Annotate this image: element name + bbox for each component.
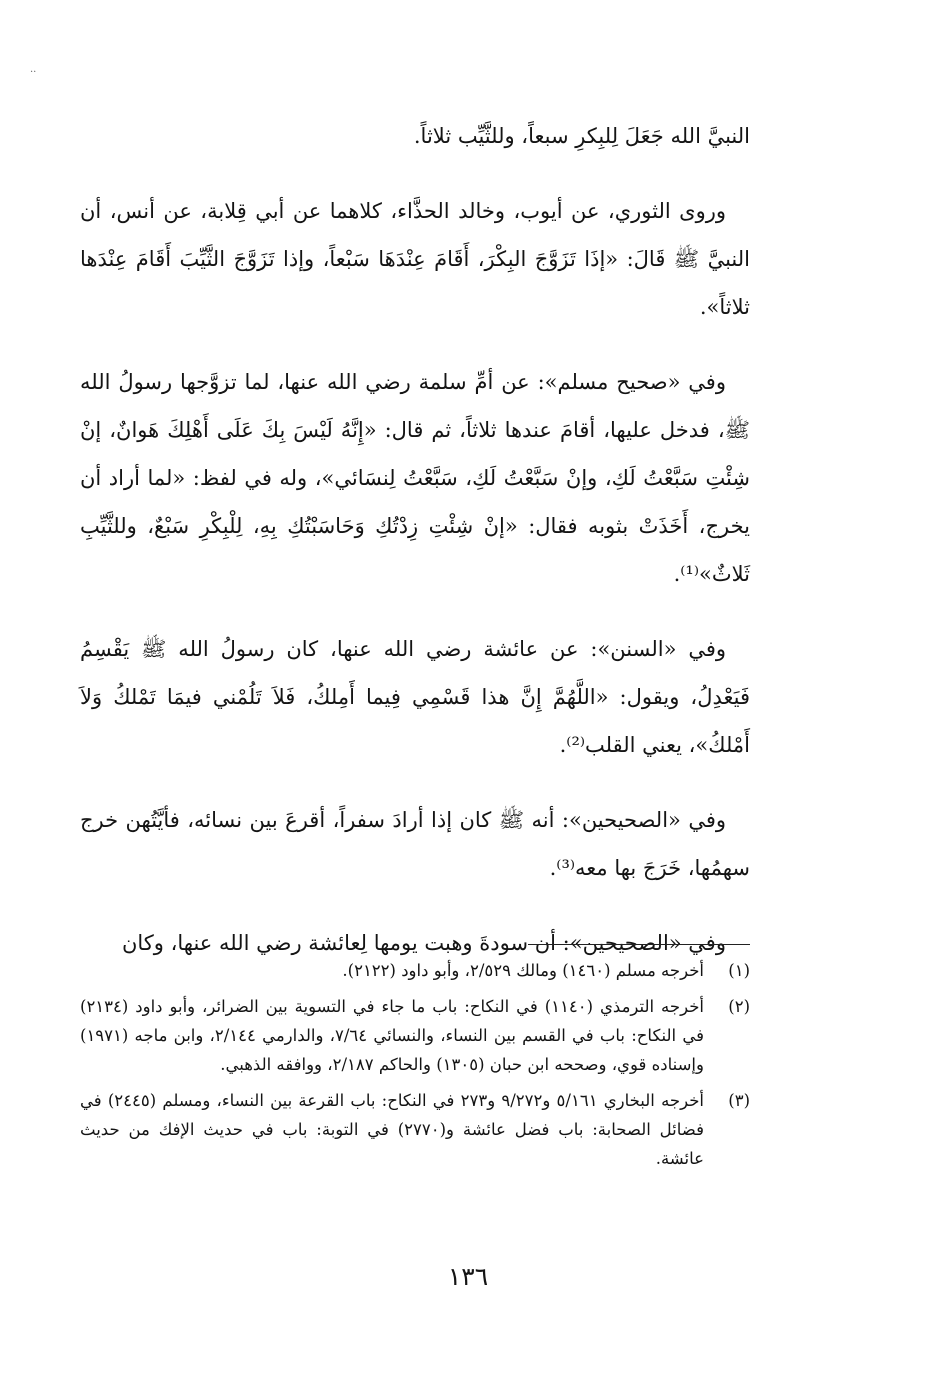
page-number: ١٣٦ [447, 1262, 489, 1291]
paragraph-5: وفي «الصحيحين»: أنه ﷺ كان إذا أرادَ سفراً، أقرعَ بين نسائه، فأيَّتُهن خرج سهمُها، خَرَجَ بها معه⁽³⁾. [80, 808, 750, 880]
paragraph-1: النبيَّ الله جَعَلَ لِلبِكرِ سبعاً، وللثَّيِّب ثلاثاً. [413, 124, 750, 148]
paragraph-4: وفي «السنن»: عن عائشة رضي الله عنها، كان رسولُ الله ﷺ يَقْسِمُ فَيَعْدِلُ، ويقول: «اللَّهُمَّ إِنَّ هذا قَسْمِي فِيما أَمِلكُ، فَلاَ تَلُمْني فيمَا تَمْلكُ وَلاَ أَمْلكُ»، يعني القلب⁽²⁾. [80, 637, 750, 757]
footnote-number: (٣) [728, 1091, 750, 1110]
paragraph-6: وفي «الصحيحين»: أن سودةَ وهبت يومها لِعائشة رضي الله عنها، وكان [121, 931, 726, 955]
paragraph-3: وفي «صحيح مسلم»: عن أمِّ سلمة رضي الله عنها، لما تزوَّجها رسولُ الله ﷺ، فدخل عليها، أقامَ عندها ثلاثاً، ثم قال: «إِنَّهُ لَيْسَ بِكَ عَلَى أَهْلِكَ هَوانٌ، إنْ شِئْتِ سَبَّعْتُ لَكِ، وإنْ سَبَّعْتُ لَكِ، سَبَّعْتُ لِنسَائي»، وله في لفظ: «لما أراد أن يخرج، أَخَذَتْ بثوبه فقال: «إنْ شِئْتِ زِدْتُكِ وَحَاسَبْتُكِ بِهِ، لِلْبِكْرِ سَبْعٌ، وللثَّيِّبِ ثَلاثٌ»⁽¹⁾. [80, 370, 750, 586]
footnote-text: أخرجه الترمذي (١١٤٠) في النكاح: باب ما جاء في التسوية بين الضرائر، وأبو داود (٢١٣٤) في النكاح: باب في القسم بين النساء، والنسائي ٧/٦٤، والدارمي ٢/١٤٤، وابن ماجه (١٩٧١) وإسناده قوي، وصححه ابن حبان (١٣٠٥) والحاكم ٢/١٨٧، ووافقه الذهبي. [80, 997, 704, 1074]
main-text [80, 112, 750, 994]
footnote-separator [528, 944, 750, 945]
footnotes [80, 956, 750, 1180]
footnote-1 [80, 956, 750, 985]
corner-mark: .. [30, 64, 37, 75]
paragraph-2: وروى الثوري، عن أيوب، وخالد الحذَّاء، كلاهما عن أبي قِلابة، عن أنس، أن النبيَّ ﷺ قَالَ: «إذَا تَزَوَّجَ البِكْرَ، أَقَامَ عِنْدَهَا سَبْعاً، وإذا تَزَوَّجَ الثَّيِّبَ أَقَامَ عِنْدَها ثلاثاً». [80, 199, 750, 319]
footnote-text: أخرجه البخاري ٥/١٦١ و٩/٢٧٢ و٢٧٣ في النكاح: باب القرعة بين النساء، ومسلم (٢٤٤٥) في فضائل الصحابة: باب فضل عائشة و(٢٧٧٠) في التوبة: باب في حديث الإفك من حديث عائشة. [80, 1091, 705, 1168]
footnote-text: أخرجه مسلم (١٤٦٠) ومالك ٢/٥٢٩، وأبو داود (٢١٢٢). [342, 961, 704, 980]
footnote-3 [80, 1086, 750, 1173]
footnote-number: (٢) [728, 997, 750, 1016]
footnote-2 [80, 992, 750, 1079]
footnote-number: (١) [728, 961, 750, 980]
